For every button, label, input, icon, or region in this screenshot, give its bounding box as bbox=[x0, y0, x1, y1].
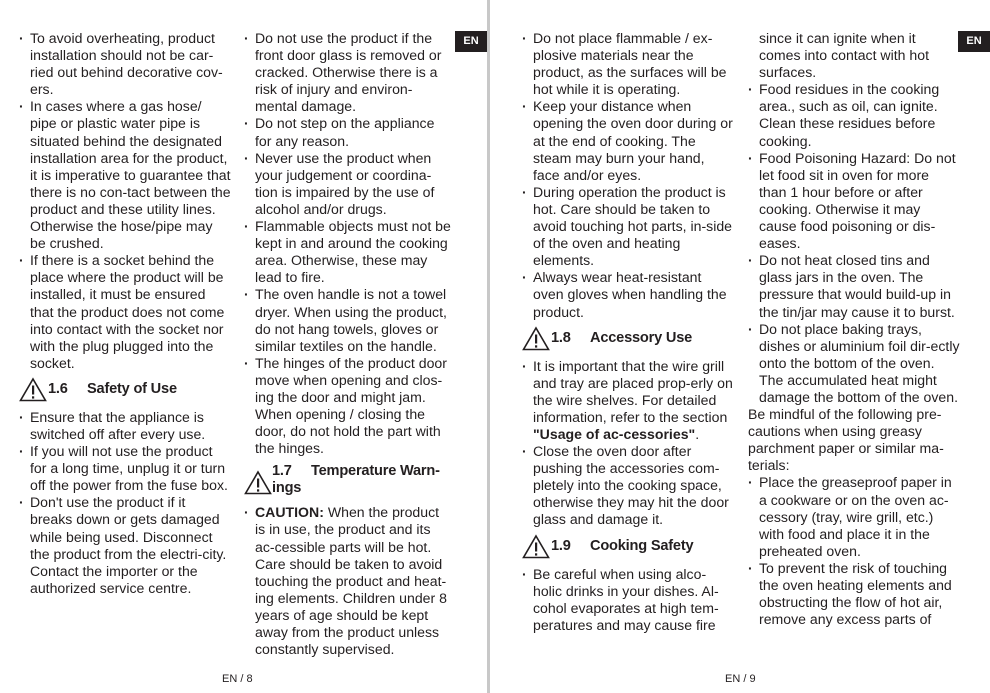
column-right-1 bbox=[522, 30, 734, 634]
page-9 bbox=[490, 0, 982, 693]
warning-triangle-icon bbox=[19, 377, 47, 402]
language-badge: EN bbox=[958, 31, 990, 52]
parchment-paragraph: Be mindful of the following pre-cautions when using greasy parchment paper or similar ma-terials: bbox=[748, 406, 944, 474]
temperature-warnings-list bbox=[244, 504, 452, 658]
section-title: Safety of Use bbox=[87, 380, 177, 397]
section-heading-text bbox=[272, 463, 447, 497]
list-item: · Do not use the product if the front door glass is removed or cracked. Otherwise there is a risk of injury and environ-mental damage. bbox=[244, 30, 452, 115]
section-heading-1-6 bbox=[19, 378, 231, 402]
cooking-safety-list bbox=[522, 566, 734, 634]
list-item: · To prevent the risk of touching the oven heating elements and obstructing the flow of hot air, remove any excess parts of bbox=[748, 560, 960, 628]
cooking-safety-list-continued bbox=[748, 81, 960, 406]
section-title: Temperature Warn-ings bbox=[272, 463, 440, 497]
warning-triangle-icon bbox=[244, 470, 272, 495]
item-text-end: . bbox=[695, 425, 700, 442]
list-item: · Flammable objects must not be kept in and around the cooking area. Otherwise, these may lead to fire. bbox=[244, 218, 452, 286]
list-item: · In cases where a gas hose/ pipe or plastic water pipe is situated behind the designated installation area for the product, it is imperative to guarantee that there is no con-tact between the product and these utility lines. Otherwise the hose/pipe may be crushed. bbox=[19, 98, 231, 252]
list-item: · Do not place baking trays, dishes or aluminium foil dir-ectly onto the bottom of the oven. The accumulated heat might damage the bottom of the oven. bbox=[748, 321, 960, 406]
warning-triangle-icon bbox=[522, 326, 550, 351]
list-item: · Ensure that the appliance is switched off after every use. bbox=[19, 409, 231, 443]
installation-list bbox=[19, 30, 231, 372]
list-item: · Food residues in the cooking area., such as oil, can ignite. Clean these residues before cooking. bbox=[748, 81, 960, 149]
list-item: · Do not heat closed tins and glass jars in the oven. The pressure that would build-up in the tin/jar may cause it to burst. bbox=[748, 252, 960, 320]
list-item: · If there is a socket behind the place where the product will be installed, it must be ensured that the product does not come into contact with the socket nor with the plug plugged into the socket. bbox=[19, 252, 231, 372]
list-item: · The oven handle is not a towel dryer. When using the product, do not hang towels, gloves or similar textiles on the handle. bbox=[244, 286, 452, 354]
parchment-list bbox=[748, 474, 960, 628]
list-item: · During operation the product is hot. Care should be taken to avoid touching hot parts, in-side of the oven and heating elements. bbox=[522, 184, 734, 269]
list-item: · Never use the product when your judgement or coordina-tion is impaired by the use of alcohol and/or drugs. bbox=[244, 150, 452, 218]
list-item: · Food Poisoning Hazard: Do not let food sit in oven for more than 1 hour before or after cooking. Otherwise it may cause food poisoning or dis-eases. bbox=[748, 150, 960, 253]
accessory-use-list bbox=[522, 358, 734, 529]
section-reference-link: "Usage of ac-cessories" bbox=[533, 425, 696, 442]
item-text: It is important that the wire grill and tray are placed prop-erly on the wire shelves. For detailed information, refer to the section bbox=[533, 357, 733, 425]
list-item: · Always wear heat-resistant oven gloves when handling the product. bbox=[522, 269, 734, 320]
continuation-text: since it can ignite when it comes into contact with hot surfaces. bbox=[759, 30, 929, 81]
safety-of-use-list bbox=[19, 409, 231, 597]
section-number: 1.8 bbox=[551, 329, 571, 346]
page-number: EN / 9 bbox=[725, 673, 756, 685]
list-item: · Keep your distance when opening the oven door during or at the end of cooking. The steam may burn your hand, face and/or eyes. bbox=[522, 98, 734, 183]
section-heading-1-7 bbox=[244, 463, 452, 497]
general-safety-list bbox=[244, 30, 452, 457]
section-heading-1-8 bbox=[522, 327, 734, 351]
hot-surface-list bbox=[522, 30, 734, 321]
list-item: · Be careful when using alco-holic drinks in your dishes. Al-cohol evaporates at high tem-peratures and may cause fire bbox=[522, 566, 734, 634]
language-badge: EN bbox=[455, 31, 487, 52]
list-item: · The hinges of the product door move when opening and clos-ing the door and might jam. When opening / closing the door, do not hold the part with the hinges. bbox=[244, 355, 452, 458]
list-item bbox=[522, 358, 734, 443]
column-right-2 bbox=[748, 30, 960, 628]
column-left-2 bbox=[244, 30, 452, 658]
list-item: · If you will not use the product for a long time, unplug it or turn off the power from the fuse box. bbox=[19, 443, 231, 494]
list-item bbox=[244, 504, 452, 658]
caution-label: CAUTION: bbox=[255, 504, 324, 521]
page-8 bbox=[0, 0, 487, 693]
page-number: EN / 8 bbox=[222, 673, 253, 685]
section-number: 1.9 bbox=[551, 537, 571, 554]
caution-text: When the product is in use, the product and its ac-cessible parts will be hot. Care should be taken to avoid touching the product and heat-ing elements. Children under 8 years of age should be kept away from the product unless constantly supervised. bbox=[255, 504, 447, 658]
section-heading-1-9 bbox=[522, 535, 734, 559]
list-item: · Do not step on the appliance for any reason. bbox=[244, 115, 452, 149]
list-item: · Don't use the product if it breaks down or gets damaged while being used. Disconnect the product from the electri-city. Contact the importer or the authorized service centre. bbox=[19, 494, 231, 597]
list-item: · To avoid overheating, product installation should not be car-ried out behind decorative cov-ers. bbox=[19, 30, 231, 98]
section-title: Accessory Use bbox=[590, 329, 693, 346]
section-number: 1.7 bbox=[272, 463, 292, 480]
list-item: · Close the oven door after pushing the accessories com-pletely into the cooking space, otherwise they may hit the door glass and damage it. bbox=[522, 443, 734, 528]
section-title: Cooking Safety bbox=[590, 537, 694, 554]
list-item: · Do not place flammable / ex-plosive materials near the product, as the surfaces will be hot while it is operating. bbox=[522, 30, 734, 98]
list-item: · Place the greaseproof paper in a cookware or on the oven ac-cessory (tray, wire grill, etc.) with food and place it in the preheated oven. bbox=[748, 474, 960, 559]
column-left-1 bbox=[19, 30, 231, 597]
section-number: 1.6 bbox=[48, 380, 68, 397]
warning-triangle-icon bbox=[522, 534, 550, 559]
